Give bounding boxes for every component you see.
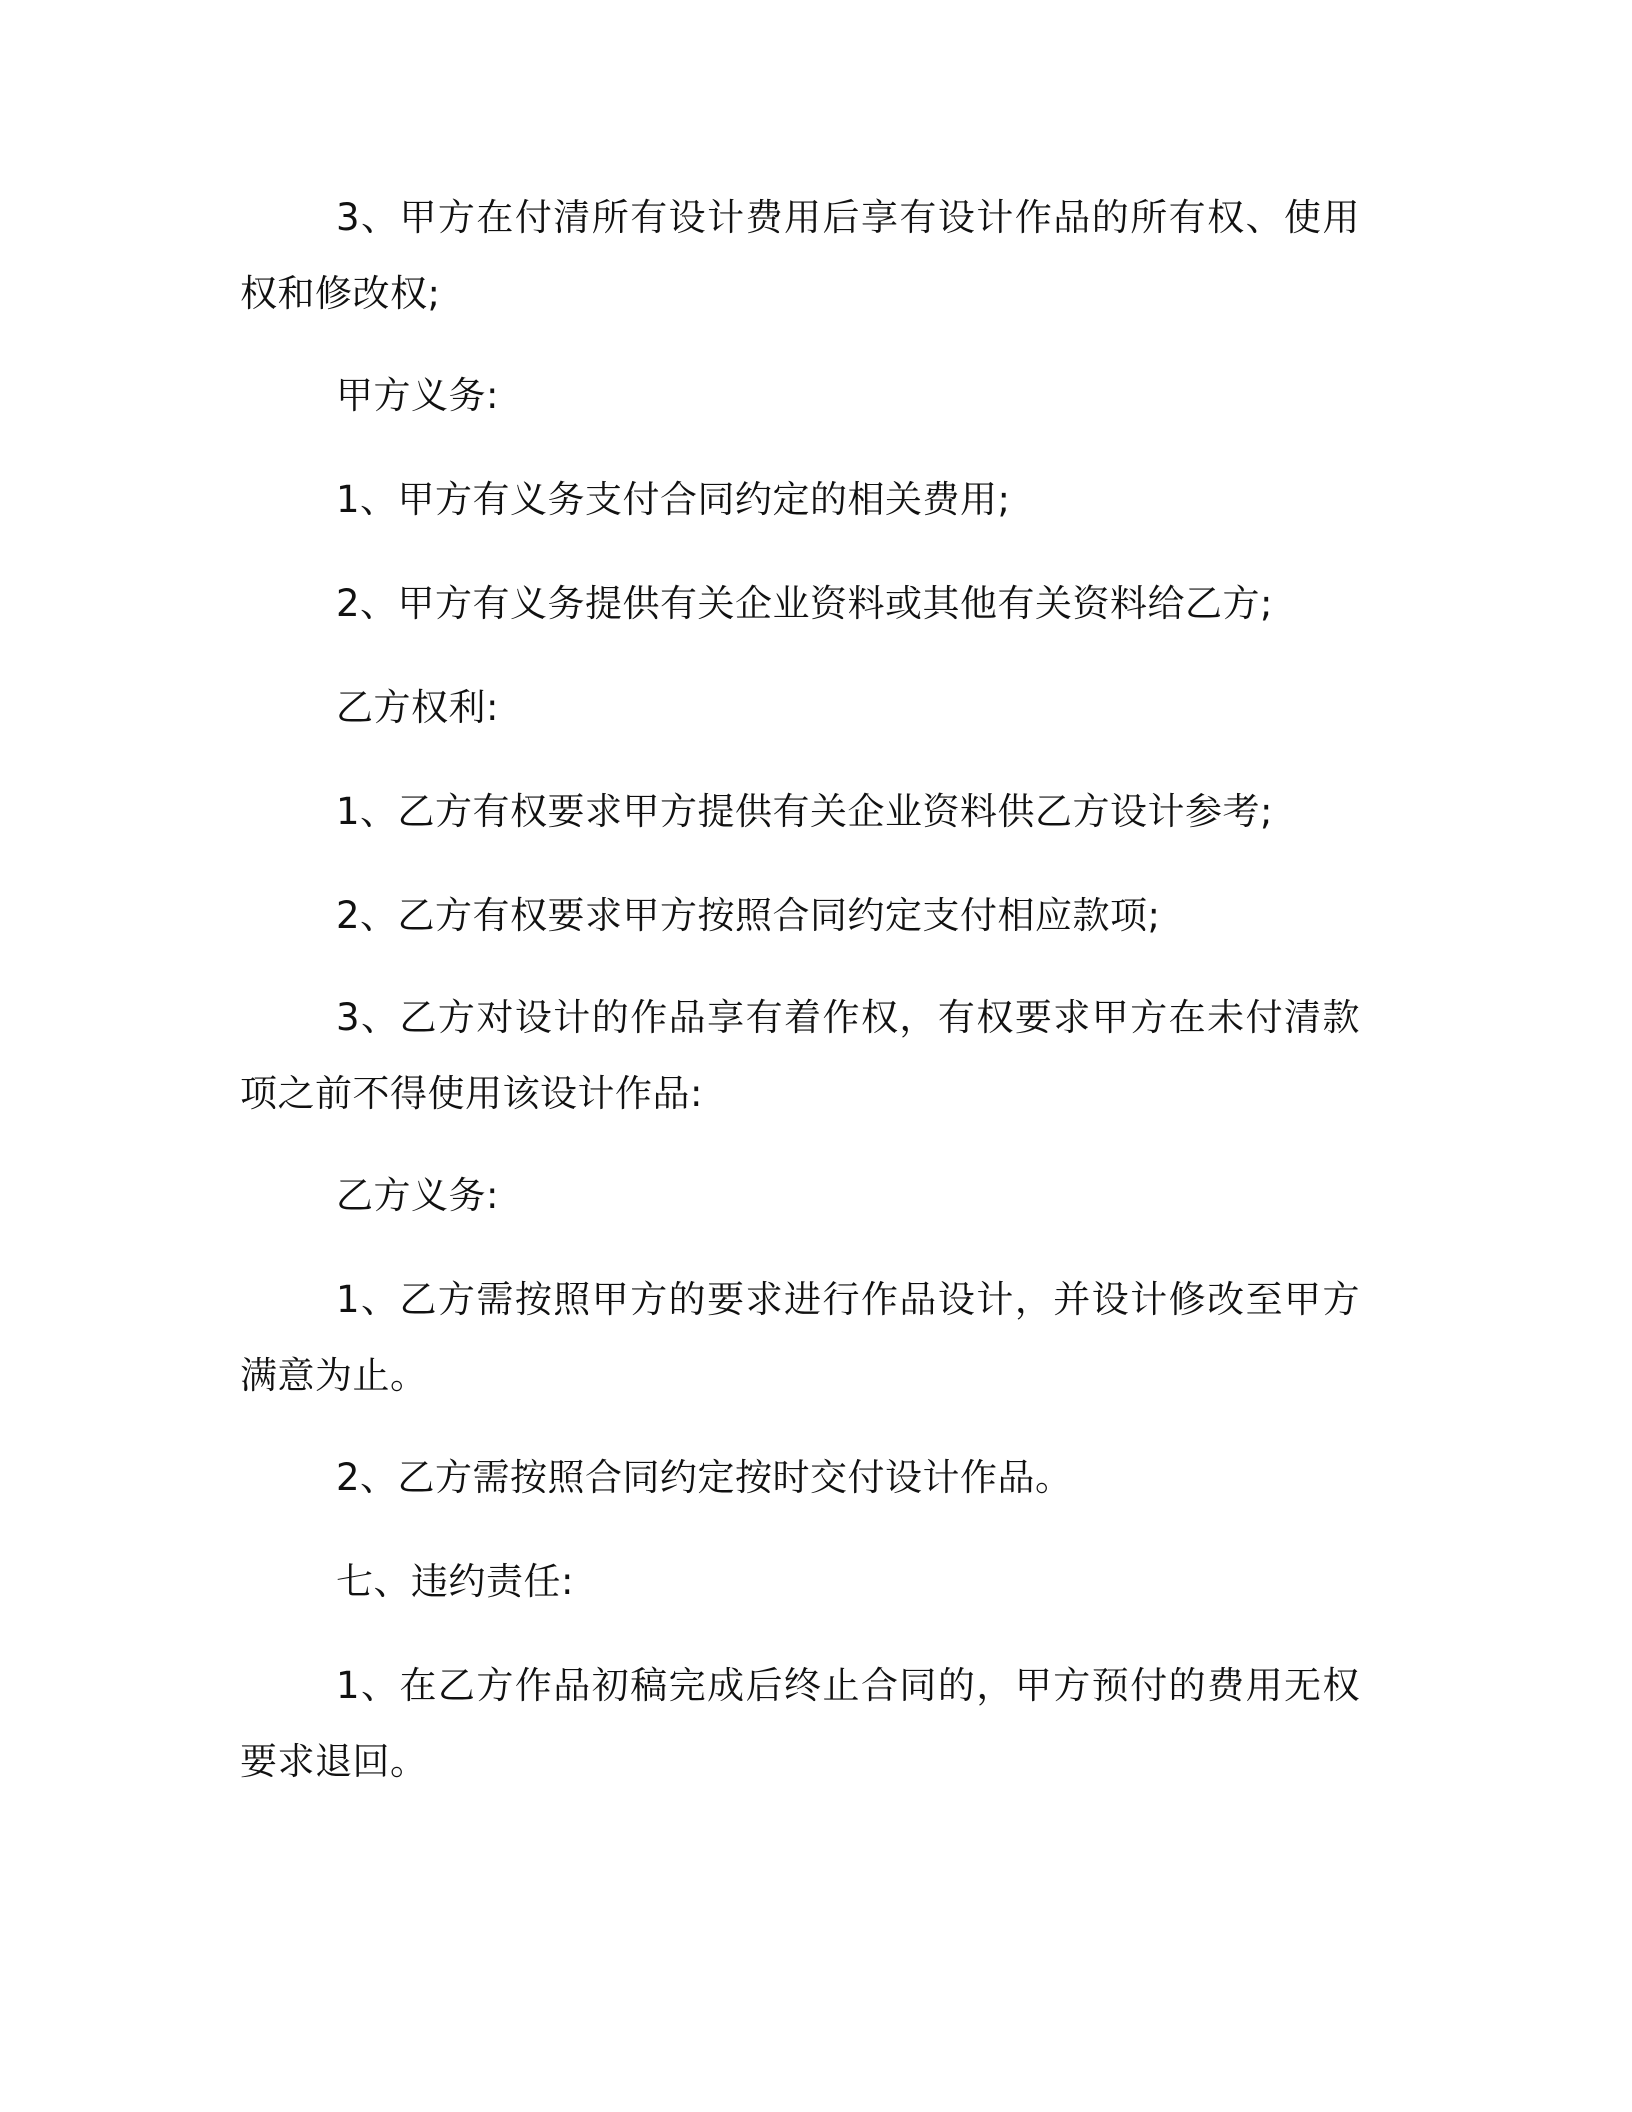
heading-party-a-obligations: 甲方义务: <box>336 374 499 417</box>
paragraph-party-b-obligation-2: 2、乙方需按照合同约定按时交付设计作品。 <box>336 1456 1073 1499</box>
heading-party-b-rights: 乙方权利: <box>336 686 499 729</box>
paragraph-party-b-right-2: 2、乙方有权要求甲方按照合同约定支付相应款项; <box>336 894 1161 937</box>
paragraph-party-b-right-3: 3、乙方对设计的作品享有着作权，有权要求甲方在未付清款项之前不得使用该设计作品: <box>240 996 1360 1115</box>
paragraph-party-b-obligation-1: 1、乙方需按照甲方的要求进行作品设计，并设计修改至甲方满意为止。 <box>240 1278 1360 1397</box>
heading-party-b-obligations: 乙方义务: <box>336 1174 499 1217</box>
paragraph-party-a-rights-3: 3、甲方在付清所有设计费用后享有设计作品的所有权、使用权和修改权; <box>240 196 1360 315</box>
paragraph-breach-liability-1: 1、在乙方作品初稿完成后终止合同的，甲方预付的费用无权要求退回。 <box>240 1664 1360 1783</box>
paragraph-party-a-obligation-1: 1、甲方有义务支付合同约定的相关费用; <box>336 478 1011 521</box>
paragraph-party-a-obligation-2: 2、甲方有义务提供有关企业资料或其他有关资料给乙方; <box>336 582 1274 625</box>
heading-breach-liability: 七、违约责任: <box>336 1560 574 1603</box>
paragraph-party-b-right-1: 1、乙方有权要求甲方提供有关企业资料供乙方设计参考; <box>336 790 1274 833</box>
